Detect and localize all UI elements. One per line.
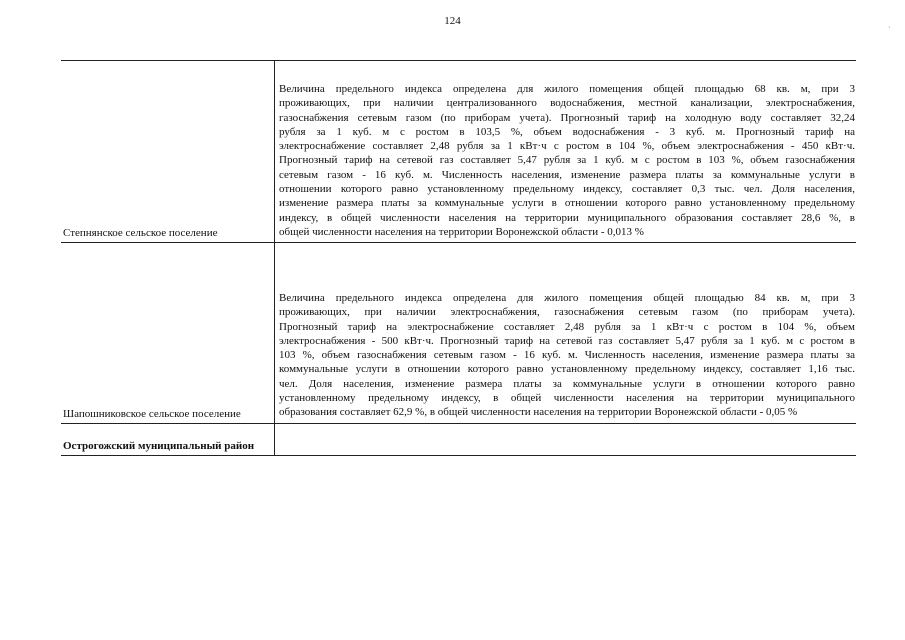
row-divider	[61, 242, 856, 243]
text-line: Прогнозный тариф на сетевой газ составляет 5,47 рубля за 1 куб. м с ростом в 103 %, объем газоснабжения	[279, 154, 855, 167]
text-line: электроснабжение составляет 2,48 рубля за 1 кВт·ч с ростом в 104 %, объем электроснабжения - 450 кВт·ч.	[279, 140, 855, 153]
row-divider	[61, 423, 856, 424]
text-line: газоснабжения сетевым газом (по приборам учета). Прогнозный тариф на холодную воду составляет 32,24	[279, 111, 855, 124]
page-number: 124	[444, 15, 461, 27]
scan-mark: ·	[888, 23, 891, 32]
text-line: общей численности населения на территории Воронежской области - 0,013 %	[279, 225, 644, 238]
column-divider	[274, 61, 275, 455]
text-line: Величина предельного индекса определена для жилого помещения общей площадью 68 кв. м, при 3	[279, 83, 855, 95]
text-line: Прогнозный тариф на электроснабжение составляет 2,48 рубля за 1 кВт·ч с ростом в 104 %, объем	[279, 320, 855, 333]
row-divider	[61, 455, 856, 456]
text-line: проживающих, при наличии централизованного водоснабжения, местной канализации, электроснабжения,	[279, 97, 855, 110]
index-description	[279, 82, 855, 239]
text-line: установленному предельному индексу, в общей численности населения на территории муниципального	[279, 392, 855, 405]
text-line: изменение размера платы за коммунальные услуги в отношении которого равно установленному предельному	[279, 197, 855, 210]
text-line: отношении которого равно установленному предельному индексу, составляет 0,3 тыс. чел. Доля населения,	[279, 183, 855, 196]
settlement-name: Шапошниковское сельское поселение	[63, 408, 241, 420]
district-name: Острогожский муниципальный район	[63, 440, 255, 452]
settlement-name: Степнянское сельское поселение	[63, 227, 218, 239]
text-line: чел. Доля населения, изменение размера платы за коммунальные услуги в отношении которого равно	[279, 377, 855, 390]
text-line: электроснабжения - 500 кВт·ч. Прогнозный тариф на сетевой газ составляет 5,47 рубля за 1 куб. м с ростом в	[279, 334, 855, 347]
text-line: 103 %, объем газоснабжения сетевым газом - 16 куб. м. Численность населения, изменение размера платы за	[279, 349, 855, 362]
table-top-rule	[61, 60, 856, 61]
text-line: индексу, в общей численности населения на территории муниципального образования составляет 28,6 %, в	[279, 211, 855, 224]
text-line: сетевым газом - 16 куб. м. Численность населения, изменение размера платы за коммунальные услуги в	[279, 168, 855, 181]
text-line: проживающих, при наличии электроснабжения, газоснабжения сетевым газом (по приборам учета).	[279, 306, 855, 319]
text-line: коммунальные услуги в отношении которого равно установленному предельному индексу, составляет 1,16 тыс.	[279, 363, 855, 376]
text-line: Величина предельного индекса определена для жилого помещения общей площадью 84 кв. м, при 3	[279, 292, 855, 304]
text-line: рубля за 1 куб. м с ростом в 103,5 %, объем водоснабжения - 3 куб. м. Прогнозный тариф на	[279, 125, 855, 138]
text-line: образования составляет 62,9 %, в общей численности населения на территории Воронежской области - 0,05 %	[279, 406, 798, 419]
index-description	[279, 291, 855, 420]
